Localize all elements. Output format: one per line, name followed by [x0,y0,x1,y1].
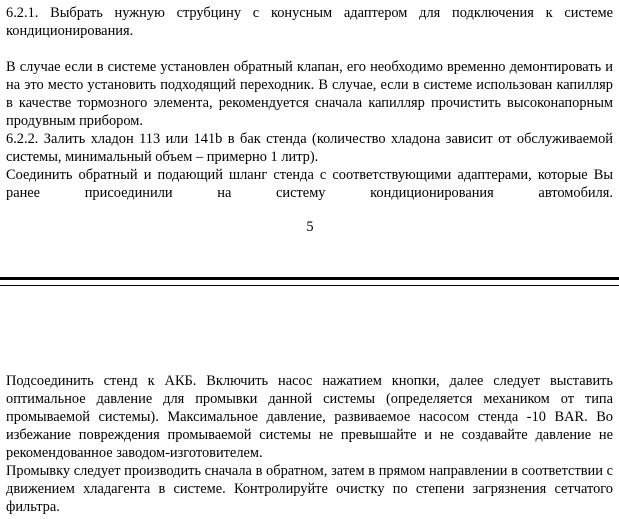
paragraph-step-6-2-2: 6.2.2. Залить хладон 113 или 141b в бак стенда (количество хладона зависит от обслуживаемой системы, минимальный объем – примерно 1 литр). [6,131,613,165]
paragraph-step-6-2-1: 6.2.1. Выбрать нужную струбцину с конусным адаптером для подключения к системе кондиционирования. [6,5,613,39]
paragraph-check-valve: В случае если в системе установлен обратный клапан, его необходимо временно демонтировать и на это место установить подходящий переходник. В случае, если в системе использован капилляр в качестве тормозного элемента, рекомендуется сначала капилляр прочистить высоконапорным продувным прибором. [6,59,613,129]
page-break-thick-line [0,277,619,280]
paragraph-connect-hoses: Соединить обратный и подающий шланг стенда с соответствующими адаптерами, которые Вы ранее присоединили на систему кондиционирования автомобиля. [6,167,613,201]
paragraph-connect-battery: Подсоединить стенд к АКБ. Включить насос нажатием кнопки, далее следует выставить оптимальное давление для промывки данной системы (определяется механиком от типа промываемой системы). Максимальное давление, развиваемое насосом стенда -10 BAR. Во избежание повреждения промываемой системы не превышайте и не создавайте давление не рекомендованное заводом-изготовителем. [6,373,613,461]
page-number: 5 [306,219,314,235]
paragraph-flushing-direction: Промывку следует производить сначала в обратном, затем в прямом направлении в соответствии с движением хладагента в системе. Контролируйте очистку по степени загрязнения сетчатого фильтра. [6,463,613,515]
page-break-thin-line [0,285,619,286]
page-break-divider [0,270,619,288]
document-page-bottom [0,288,619,519]
